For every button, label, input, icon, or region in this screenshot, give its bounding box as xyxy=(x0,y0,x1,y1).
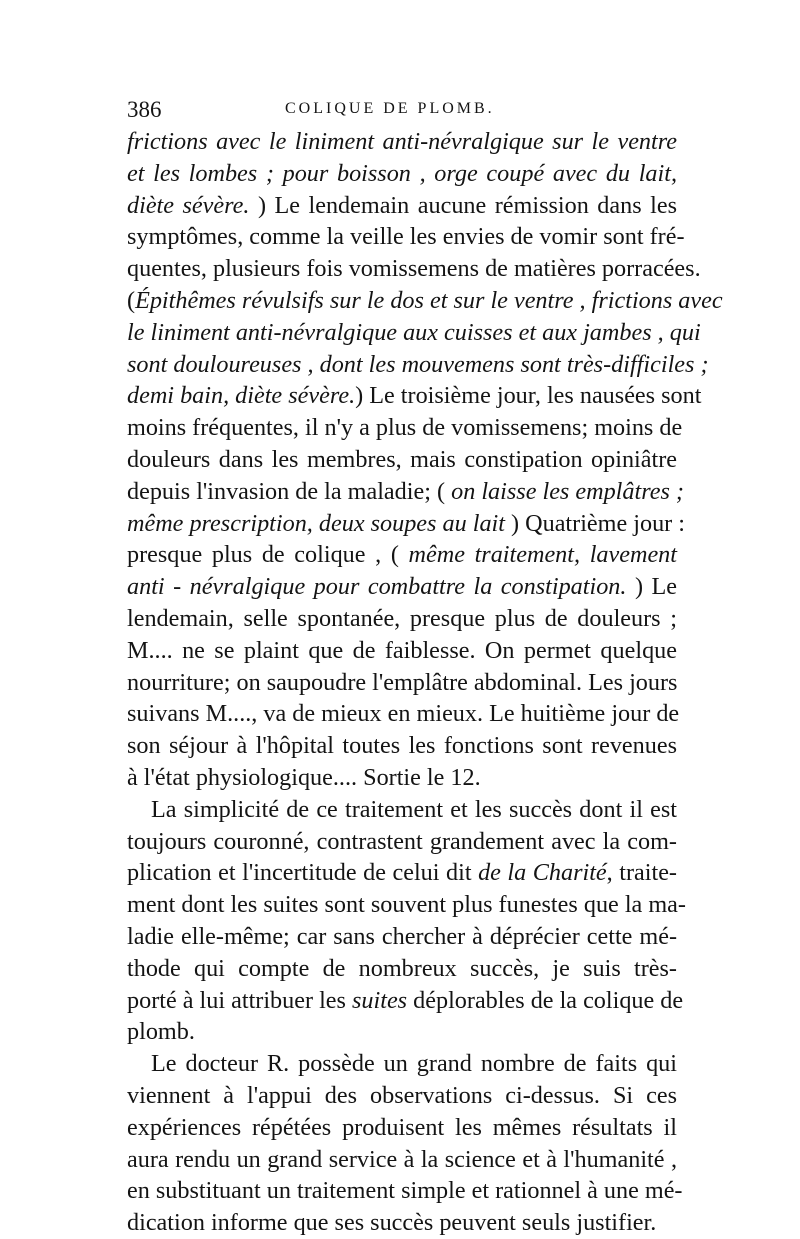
text-line xyxy=(127,1080,677,1112)
text-span: viennent à l'appui des observations ci-dessus. Si ces xyxy=(127,1081,677,1109)
text-line xyxy=(127,253,701,285)
italic-text: suites xyxy=(352,986,408,1014)
text-line xyxy=(127,317,701,349)
text-line xyxy=(127,190,677,222)
text-line xyxy=(127,698,680,730)
text-line xyxy=(127,857,677,889)
text-span: moins fréquentes, il n'y a plus de vomissemens; moins de xyxy=(127,414,683,442)
italic-text: même prescription, deux soupes au lait xyxy=(127,509,505,537)
text-span: ladie elle-même; car sans chercher à déprécier cette mé- xyxy=(127,922,677,950)
text-line xyxy=(127,1112,677,1144)
text-span: symptômes, comme la veille les envies de vomir sont fré- xyxy=(127,223,685,251)
italic-text: diète sévère. xyxy=(127,191,250,219)
text-span: presque plus de colique , ( xyxy=(127,541,409,569)
text-span: suivans M...., va de mieux en mieux. Le huitième jour de xyxy=(127,700,680,728)
text-line xyxy=(127,412,683,444)
text-span: ment dont les suites sont souvent plus funestes que la ma- xyxy=(127,891,686,919)
text-line xyxy=(127,603,677,635)
body-text xyxy=(127,126,723,1239)
italic-text: on laisse les emplâtres ; xyxy=(451,477,684,505)
text-span: à l'état physiologique.... Sortie le 12. xyxy=(127,763,481,791)
text-line xyxy=(127,539,677,571)
text-line xyxy=(127,762,677,794)
text-span: Le docteur R. possède un grand nombre de faits qui xyxy=(151,1050,677,1078)
text-span: ) Le troisième jour, les nausées sont xyxy=(355,382,702,410)
text-span: en substituant un traitement simple et rationnel à une mé- xyxy=(127,1177,683,1205)
running-title: COLIQUE DE PLOMB. xyxy=(285,100,495,117)
text-line xyxy=(127,730,677,762)
text-line xyxy=(127,1048,677,1080)
text-span: plication et l'incertitude de celui dit xyxy=(127,859,479,887)
text-line xyxy=(127,221,685,253)
text-span: quentes, plusieurs fois vomissemens de matières porracées. xyxy=(127,255,701,283)
page-header xyxy=(127,97,687,127)
text-span: déplorables de la colique de xyxy=(407,986,684,1014)
text-span: ) Le xyxy=(626,573,677,601)
text-span: expériences répétées produisent les mêmes résultats il xyxy=(127,1113,677,1141)
text-span: toujours couronné, contrastent grandement avec la com- xyxy=(127,827,677,855)
text-line xyxy=(127,985,684,1017)
text-span: plomb. xyxy=(127,1018,195,1046)
text-span: douleurs dans les membres, mais constipation opiniâtre xyxy=(127,445,677,473)
text-line xyxy=(127,285,723,317)
italic-text: frictions avec le liniment anti-névralgique sur le ventre xyxy=(127,128,677,155)
text-line xyxy=(127,826,677,858)
text-line xyxy=(127,635,677,667)
italic-text: sont douloureuses , dont les mouvemens sont très-difficiles ; xyxy=(127,350,709,378)
text-line xyxy=(127,380,702,412)
text-span: lendemain, selle spontanée, presque plus de douleurs ; xyxy=(127,604,677,632)
italic-text: et les lombes ; pour boisson , orge coupé avec du lait, xyxy=(127,159,677,187)
text-line xyxy=(127,1175,683,1207)
text-line xyxy=(127,158,677,190)
text-span: , traite- xyxy=(606,859,677,887)
text-line xyxy=(127,921,677,953)
text-span: ) Quatrième jour : xyxy=(504,509,685,537)
text-line xyxy=(127,889,686,921)
italic-text: anti - névralgique pour combattre la constipation. xyxy=(127,573,627,601)
text-span: depuis l'invasion de la maladie; ( xyxy=(127,477,452,505)
text-span: aura rendu un grand service à la science et à l'humanité , xyxy=(127,1145,677,1173)
text-line xyxy=(127,126,677,158)
text-line xyxy=(127,1207,677,1239)
text-span: ) Le lendemain aucune rémission dans les xyxy=(249,191,678,219)
text-span: nourriture; on saupoudre l'emplâtre abdominal. Les jours xyxy=(127,668,678,696)
text-line xyxy=(127,667,677,699)
text-span: thode qui compte de nombreux succès, je suis très- xyxy=(127,954,677,982)
text-line xyxy=(127,476,684,508)
text-line xyxy=(127,508,685,540)
text-line xyxy=(127,1016,677,1048)
italic-text: demi bain, diète sévère. xyxy=(127,382,356,410)
italic-text: de la Charité xyxy=(478,859,607,887)
italic-text: même traitement, lavement xyxy=(408,541,677,569)
text-line xyxy=(127,444,677,476)
text-line xyxy=(127,571,677,603)
text-line xyxy=(127,794,677,826)
text-line xyxy=(127,349,709,381)
text-line xyxy=(127,1144,677,1176)
text-span: M.... ne se plaint que de faiblesse. On permet quelque xyxy=(127,636,677,664)
text-span: La simplicité de ce traitement et les succès dont il est xyxy=(151,795,677,823)
text-span: son séjour à l'hôpital toutes les fonctions sont revenues xyxy=(127,732,677,760)
italic-text: Épithêmes révulsifs sur le dos et sur le ventre , frictions avec xyxy=(135,286,723,314)
text-span: ( xyxy=(127,286,136,314)
text-span: porté à lui attribuer les xyxy=(127,986,352,1014)
page-number: 386 xyxy=(127,97,162,122)
text-line xyxy=(127,953,677,985)
text-span: dication informe que ses succès peuvent seuls justifier. xyxy=(127,1209,657,1237)
italic-text: le liniment anti-névralgique aux cuisses et aux jambes , qui xyxy=(127,318,701,346)
